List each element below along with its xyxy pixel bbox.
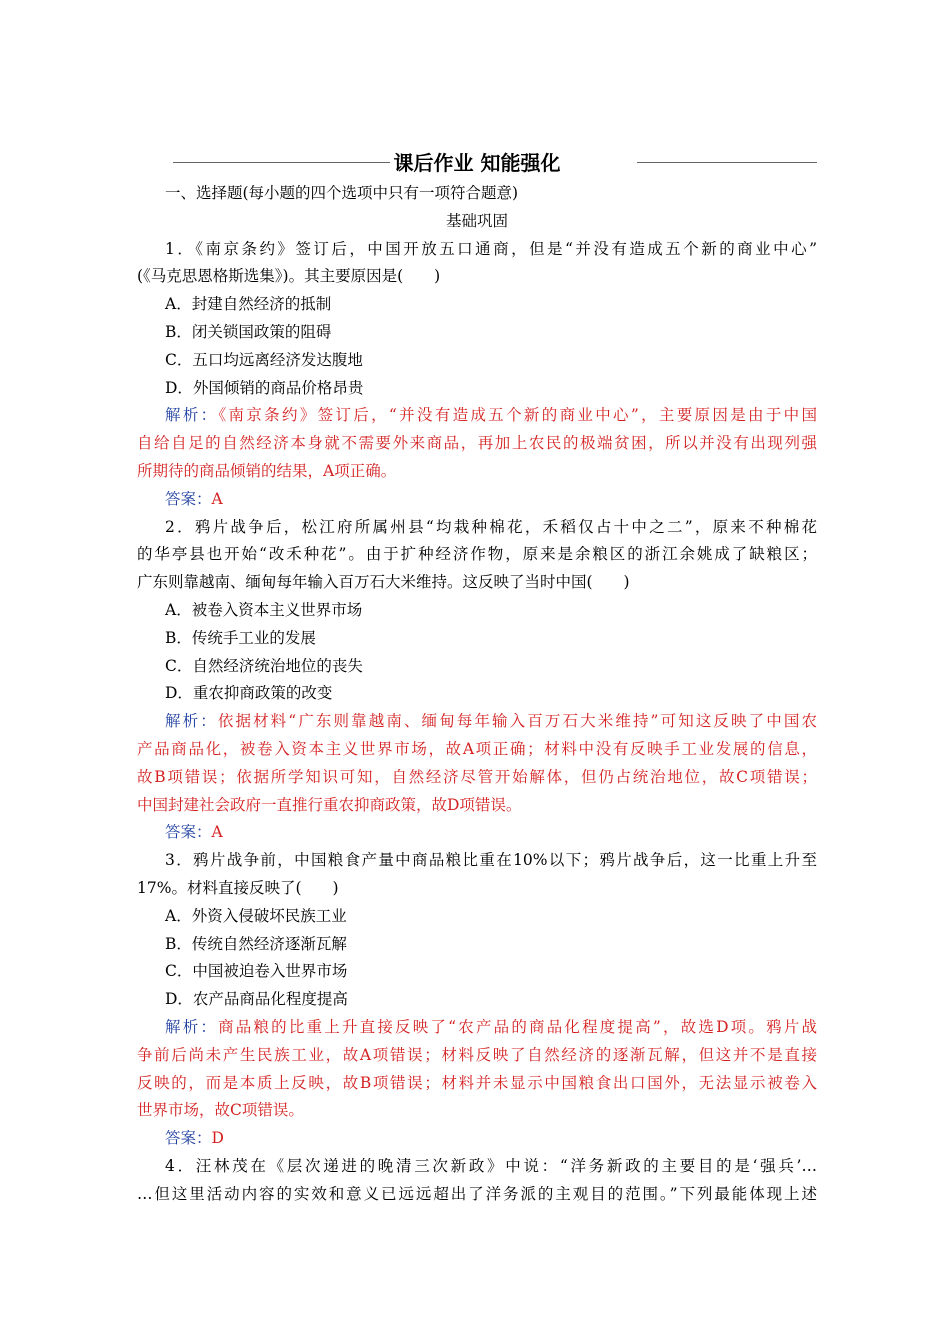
analysis-line: 解析：依据材料“广东则靠越南、缅甸每年输入百万石大米维持”可知这反映了中国农 bbox=[165, 712, 817, 731]
analysis-line: 中国封建社会政府一直推行重农抑商政策，故D项错误。 bbox=[137, 795, 522, 814]
question-stem-line: 4．汪林茂在《层次递进的晚清三次新政》中说：“洋务新政的主要目的是‘强兵’… bbox=[165, 1156, 817, 1175]
answer-label: 答案： bbox=[165, 489, 212, 508]
analysis-line: 所期待的商品倾销的结果，A项正确。 bbox=[137, 461, 397, 480]
page-title: 课后作业 知能强化 bbox=[137, 148, 817, 178]
analysis-label: 解析： bbox=[165, 712, 218, 731]
question-stem-line: 2．鸦片战争后，松江府所属州县“均栽种棉花，禾稻仅占十中之二”，原来不种棉花 bbox=[165, 517, 817, 536]
analysis-label: 解析： bbox=[165, 406, 219, 425]
option: C．中国被迫卷入世界市场 bbox=[165, 962, 348, 981]
answer-label: 答案： bbox=[165, 823, 212, 842]
answer-value: A bbox=[211, 489, 223, 508]
answer-label: 答案： bbox=[165, 1129, 212, 1148]
question-stem-line: (《马克思恩格斯选集》)。其主要原因是( ) bbox=[137, 267, 441, 286]
question-2 bbox=[137, 514, 817, 848]
section-subheading: 基础巩固 bbox=[445, 211, 508, 230]
question-stem-line: 广东则靠越南、缅甸每年输入百万石大米维持。这反映了当时中国( ) bbox=[137, 573, 630, 592]
analysis-line: 解析：商品粮的比重上升直接反映了“农产品的商品化程度提高”，故选D项。鸦片战 bbox=[165, 1017, 817, 1036]
question-stem-line: 1．《南京条约》签订后，中国开放五口通商，但是“并没有造成五个新的商业中心” bbox=[165, 239, 817, 258]
option: C．自然经济统治地位的丧失 bbox=[165, 656, 363, 675]
option: C．五口均远离经济发达腹地 bbox=[165, 350, 363, 369]
section-heading: 一、选择题(每小题的四个选项中只有一项符合题意) bbox=[165, 184, 519, 202]
answer-line bbox=[137, 486, 817, 514]
answer-value: D bbox=[211, 1129, 224, 1148]
analysis-line: 争前后尚未产生民族工业，故A项错误；材料反映了自然经济的逐渐瓦解，但这并不是直接 bbox=[137, 1045, 817, 1064]
title-row bbox=[137, 148, 817, 178]
analysis-line: 故B项错误；依据所学知识可知，自然经济尽管开始解体，但仍占统治地位，故C项错误； bbox=[137, 767, 817, 786]
option: B．传统自然经济逐渐瓦解 bbox=[165, 934, 347, 953]
answer-value: A bbox=[211, 823, 223, 842]
analysis-line: 产品商品化，被卷入资本主义世界市场，故A项正确；材料中没有反映手工业发展的信息， bbox=[137, 739, 817, 758]
analysis-line: 反映的，而是本质上反映，故B项错误；材料并未显示中国粮食出口国外，无法显示被卷入 bbox=[137, 1073, 817, 1092]
question-stem-line: 17%。材料直接反映了( ) bbox=[137, 878, 339, 897]
option: B．传统手工业的发展 bbox=[165, 628, 316, 647]
answer-line bbox=[137, 1125, 817, 1153]
option: A．外资入侵破坏民族工业 bbox=[165, 906, 347, 925]
question-4 bbox=[137, 1153, 817, 1209]
analysis-label: 解析： bbox=[165, 1017, 219, 1036]
option: D．重农抑商政策的改变 bbox=[165, 684, 333, 703]
analysis-line: 世界市场，故C项错误。 bbox=[137, 1101, 304, 1120]
content bbox=[137, 180, 817, 1208]
question-stem-line: …但这里活动内容的实效和意义已远远超出了洋务派的主观目的范围。”下列最能体现上述 bbox=[137, 1184, 817, 1203]
option: A．被卷入资本主义世界市场 bbox=[165, 600, 363, 619]
option: D．农产品商品化程度提高 bbox=[165, 990, 348, 1009]
option: A．封建自然经济的抵制 bbox=[165, 295, 332, 314]
option: D．外国倾销的商品价格昂贵 bbox=[165, 378, 364, 397]
option: B．闭关锁国政策的阻碍 bbox=[165, 322, 332, 341]
answer-line bbox=[137, 819, 817, 847]
question-stem-line: 3．鸦片战争前，中国粮食产量中商品粮比重在10%以下；鸦片战争后，这一比重上升至 bbox=[165, 851, 817, 870]
question-3 bbox=[137, 847, 817, 1153]
question-1 bbox=[137, 236, 817, 514]
analysis-line: 解析：《南京条约》签订后，“并没有造成五个新的商业中心”，主要原因是由于中国 bbox=[165, 406, 817, 425]
question-stem-line: 的华亭县也开始“改禾种花”。由于扩种经济作物，原来是余粮区的浙江余姚成了缺粮区； bbox=[137, 545, 817, 564]
analysis-line: 自给自足的自然经济本身就不需要外来商品，再加上农民的极端贫困，所以并没有出现列强 bbox=[137, 434, 817, 453]
